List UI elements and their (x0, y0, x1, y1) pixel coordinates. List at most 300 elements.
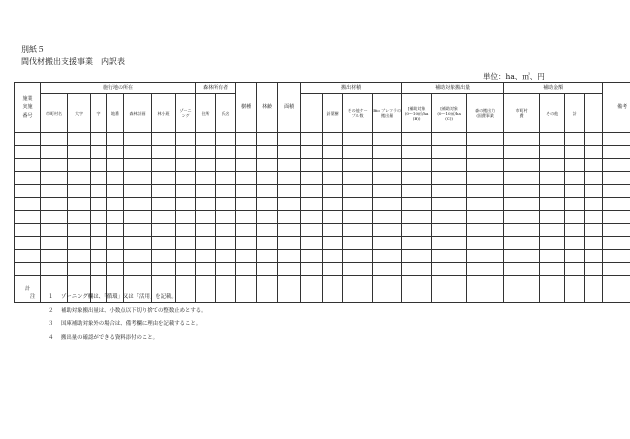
table-cell (343, 250, 373, 263)
table-cell (323, 224, 343, 237)
table-cell (343, 224, 373, 237)
table-cell (41, 263, 68, 276)
table-cell (176, 263, 196, 276)
table-cell (432, 172, 467, 185)
table-cell (41, 198, 68, 211)
table-cell (91, 198, 107, 211)
table-cell (124, 185, 152, 198)
note-item (30, 333, 207, 347)
table-cell (540, 185, 565, 198)
table-cell (504, 211, 540, 224)
table-cell (432, 237, 467, 250)
table-cell (504, 237, 540, 250)
table-cell (565, 198, 585, 211)
header-forest-plan: 森林計画 (124, 94, 152, 133)
table-cell (402, 224, 432, 237)
total-cell (236, 276, 257, 303)
table-cell (15, 198, 41, 211)
table-cell (373, 159, 402, 172)
total-cell (432, 276, 467, 303)
header-zoning: ゾーニ ング (176, 94, 196, 133)
table-cell (41, 250, 68, 263)
total-cell (216, 276, 236, 303)
note-number: ４ (48, 334, 54, 341)
table-cell (68, 185, 91, 198)
table-cell (603, 211, 630, 224)
table-cell (236, 198, 257, 211)
table-cell (152, 198, 176, 211)
header-species: 樹種 (236, 83, 257, 133)
table-cell (565, 237, 585, 250)
table-cell (236, 159, 257, 172)
table-cell (216, 237, 236, 250)
table-cell (301, 198, 323, 211)
table-cell (432, 133, 467, 146)
table-cell (176, 237, 196, 250)
table-cell (301, 237, 323, 250)
table-cell (152, 224, 176, 237)
table-cell (540, 211, 565, 224)
table-cell (91, 250, 107, 263)
table-cell (257, 263, 278, 276)
table-cell (216, 146, 236, 159)
table-cell (152, 263, 176, 276)
table-row (15, 172, 630, 185)
table-cell (323, 133, 343, 146)
table-cell (540, 263, 565, 276)
note-item (30, 292, 207, 306)
note-text: 搬出量の確認ができる資料添付のこと。 (61, 334, 159, 341)
header-name: 氏名 (216, 94, 236, 133)
total-cell (278, 276, 301, 303)
header-subsidy-amount: 補助金額 (504, 83, 603, 94)
table-cell (343, 146, 373, 159)
unit-label: 単位：ha、㎥、円 (483, 72, 545, 81)
table-cell (68, 172, 91, 185)
table-row (15, 198, 630, 211)
table-cell (402, 172, 432, 185)
table-cell (278, 250, 301, 263)
table-cell (124, 263, 152, 276)
table-cell (15, 172, 41, 185)
table-row (15, 185, 630, 198)
table-cell (196, 159, 216, 172)
table-cell (91, 185, 107, 198)
note-number: １ (48, 294, 54, 300)
table-cell (402, 198, 432, 211)
table-cell (565, 250, 585, 263)
table-row (15, 211, 630, 224)
header-aza: 字 (91, 94, 107, 133)
table-cell (565, 146, 585, 159)
total-cell (540, 276, 565, 303)
table-cell (585, 146, 603, 159)
table-cell (301, 211, 323, 224)
table-cell (236, 146, 257, 159)
table-cell (41, 224, 68, 237)
table-cell (107, 211, 124, 224)
header-area: 面積 (278, 83, 301, 133)
table-cell (565, 159, 585, 172)
table-cell (152, 185, 176, 198)
header-volume: 搬出材積 (301, 83, 402, 94)
table-cell (343, 211, 373, 224)
table-cell (323, 263, 343, 276)
header-volume-a (301, 94, 323, 133)
table-cell (15, 185, 41, 198)
table-cell (68, 250, 91, 263)
note-text: 国庫補助対象外の場合は、備考欄に理由を記載すること。 (61, 321, 202, 327)
table-cell (343, 159, 373, 172)
table-cell (176, 133, 196, 146)
table-row (15, 263, 630, 276)
table-cell (343, 172, 373, 185)
table-cell (585, 224, 603, 237)
note-number: ２ (48, 307, 54, 314)
table-cell (432, 224, 467, 237)
table-cell (107, 224, 124, 237)
table-cell (68, 237, 91, 250)
table-cell (91, 224, 107, 237)
table-cell (585, 185, 603, 198)
table-cell (15, 159, 41, 172)
table-cell (107, 185, 124, 198)
table-cell (216, 211, 236, 224)
table-cell (301, 159, 323, 172)
table-cell (540, 237, 565, 250)
table-cell (196, 146, 216, 159)
table-cell (15, 211, 41, 224)
table-cell (504, 185, 540, 198)
header-compartment: 林小班 (152, 94, 176, 133)
table-cell (585, 263, 603, 276)
table-cell (152, 133, 176, 146)
table-cell (236, 263, 257, 276)
table-cell (540, 250, 565, 263)
note-item (30, 306, 207, 320)
table-cell (301, 133, 323, 146)
table-cell (124, 250, 152, 263)
table-cell (603, 237, 630, 250)
table-cell (196, 237, 216, 250)
table-cell (196, 198, 216, 211)
table-cell (301, 263, 323, 276)
table-cell (323, 172, 343, 185)
table-cell (603, 263, 630, 276)
note-item (30, 319, 207, 333)
table-cell (257, 211, 278, 224)
total-cell (585, 276, 603, 303)
table-cell (41, 185, 68, 198)
table-cell (432, 263, 467, 276)
table-row (15, 237, 630, 250)
table-cell (91, 133, 107, 146)
total-cell (402, 276, 432, 303)
table-cell (585, 159, 603, 172)
table-cell (107, 172, 124, 185)
table-cell (236, 133, 257, 146)
total-cell (257, 276, 278, 303)
table-cell (68, 133, 91, 146)
table-row (15, 146, 630, 159)
table-cell (278, 172, 301, 185)
table-cell (91, 146, 107, 159)
table-cell (124, 159, 152, 172)
attachment-label: 別紙５ (21, 45, 45, 54)
table-cell (41, 146, 68, 159)
table-cell (216, 224, 236, 237)
total-cell (565, 276, 585, 303)
table-cell (504, 224, 540, 237)
table-cell (124, 146, 152, 159)
table-cell (603, 146, 630, 159)
table-cell (565, 133, 585, 146)
table-cell (323, 211, 343, 224)
table-cell (257, 146, 278, 159)
table-cell (91, 237, 107, 250)
table-cell (301, 185, 323, 198)
table-cell (373, 224, 402, 237)
table-cell (107, 250, 124, 263)
header-owner: 森林所有者 (196, 83, 236, 94)
table-cell (68, 159, 91, 172)
table-cell (236, 250, 257, 263)
table-cell (504, 198, 540, 211)
table-cell (68, 211, 91, 224)
table-cell (107, 198, 124, 211)
table-cell (301, 224, 323, 237)
table-cell (603, 198, 630, 211)
table-cell (343, 198, 373, 211)
table-cell (15, 146, 41, 159)
breakdown-table (14, 82, 630, 303)
table-cell (41, 159, 68, 172)
header-row-1 (15, 83, 630, 94)
table-cell (68, 198, 91, 211)
table-cell (603, 172, 630, 185)
table-cell (257, 185, 278, 198)
table-cell (565, 263, 585, 276)
header-row-2 (15, 94, 630, 133)
table-cell (15, 250, 41, 263)
table-cell (278, 211, 301, 224)
table-cell (41, 211, 68, 224)
table-cell (278, 146, 301, 159)
table-cell (257, 224, 278, 237)
table-cell (15, 237, 41, 250)
total-label: 計 (15, 276, 41, 303)
table-cell (540, 159, 565, 172)
table-cell (603, 250, 630, 263)
table-cell (467, 237, 504, 250)
table-cell (432, 198, 467, 211)
table-cell (176, 250, 196, 263)
table-cell (107, 133, 124, 146)
table-cell (236, 185, 257, 198)
table-cell (152, 250, 176, 263)
table-cell (467, 224, 504, 237)
table-cell (278, 133, 301, 146)
table-cell (603, 224, 630, 237)
header-chiban: 地番 (107, 94, 124, 133)
table-cell (373, 146, 402, 159)
header-oaza: 大字 (68, 94, 91, 133)
table-cell (402, 250, 432, 263)
total-cell (343, 276, 373, 303)
table-cell (124, 198, 152, 211)
table-cell (467, 159, 504, 172)
table-cell (91, 263, 107, 276)
table-cell (432, 146, 467, 159)
table-cell (216, 198, 236, 211)
header-id: 施業 実施 番号 (15, 83, 41, 133)
table-cell (373, 263, 402, 276)
table-cell (176, 172, 196, 185)
note-number: ３ (48, 321, 54, 327)
notes-heading: 注 (30, 294, 36, 300)
table-cell (236, 211, 257, 224)
header-amount-national: 森の搬出力 (国費事業 (467, 94, 504, 133)
table-cell (68, 263, 91, 276)
table-cell (152, 211, 176, 224)
table-cell (565, 185, 585, 198)
table-cell (152, 237, 176, 250)
table-cell (504, 146, 540, 159)
table-cell (504, 133, 540, 146)
table-cell (432, 185, 467, 198)
table-cell (91, 211, 107, 224)
table-cell (402, 237, 432, 250)
table-cell (278, 159, 301, 172)
table-row (15, 133, 630, 146)
table-cell (402, 211, 432, 224)
table-cell (91, 159, 107, 172)
table-cell (504, 172, 540, 185)
table-cell (15, 133, 41, 146)
table-cell (278, 263, 301, 276)
table-cell (257, 237, 278, 250)
table-cell (41, 133, 68, 146)
table-cell (323, 198, 343, 211)
table-cell (585, 198, 603, 211)
table-cell (257, 159, 278, 172)
total-cell (301, 276, 323, 303)
table-cell (323, 237, 343, 250)
table-cell (278, 198, 301, 211)
header-volume-other: その他ケー プル数 (343, 94, 373, 133)
table-cell (107, 146, 124, 159)
table-cell (540, 198, 565, 211)
table-cell (176, 211, 196, 224)
table-cell (603, 185, 630, 198)
table-cell (373, 237, 402, 250)
table-cell (257, 133, 278, 146)
header-address: 住所 (196, 94, 216, 133)
table-cell (343, 185, 373, 198)
header-location: 施行地の所在 (41, 83, 196, 94)
header-subsidy-volume: 補助対象搬出量 (402, 83, 504, 94)
table-cell (467, 263, 504, 276)
table-cell (107, 237, 124, 250)
table-cell (68, 146, 91, 159)
table-cell (152, 146, 176, 159)
table-cell (257, 198, 278, 211)
table-cell (152, 159, 176, 172)
table-cell (467, 133, 504, 146)
header-amount-total: 計 (565, 94, 585, 133)
table-cell (373, 250, 402, 263)
table-cell (68, 224, 91, 237)
table-cell (278, 185, 301, 198)
table-cell (216, 250, 236, 263)
table-cell (301, 172, 323, 185)
table-cell (278, 237, 301, 250)
table-cell (467, 211, 504, 224)
table-cell (565, 211, 585, 224)
table-cell (323, 185, 343, 198)
table-cell (540, 172, 565, 185)
table-cell (603, 133, 630, 146)
table-cell (107, 159, 124, 172)
table-cell (196, 185, 216, 198)
table-cell (467, 198, 504, 211)
table-cell (343, 237, 373, 250)
table-cell (323, 159, 343, 172)
table-cell (176, 146, 196, 159)
table-cell (196, 133, 216, 146)
table-cell (373, 211, 402, 224)
table-cell (585, 250, 603, 263)
header-amount-prefecture: 市町村 費 (504, 94, 540, 133)
table-cell (540, 133, 565, 146)
table-cell (504, 263, 540, 276)
table-cell (467, 172, 504, 185)
header-volume-breakdown: Bio プレフラの 搬出量 (373, 94, 402, 133)
table-cell (216, 263, 236, 276)
table-cell (402, 133, 432, 146)
table-cell (402, 185, 432, 198)
table-cell (432, 159, 467, 172)
header-subsidy-part: [補助対象 (0～10㎥/ha (C)) (432, 94, 467, 133)
table-cell (373, 133, 402, 146)
total-cell (603, 276, 630, 303)
table-cell (176, 224, 196, 237)
table-cell (216, 172, 236, 185)
table-cell (91, 172, 107, 185)
table-cell (301, 146, 323, 159)
table-cell (176, 185, 196, 198)
table-cell (15, 224, 41, 237)
table-cell (236, 172, 257, 185)
total-cell (467, 276, 504, 303)
table-cell (373, 172, 402, 185)
table-cell (216, 133, 236, 146)
table-cell (323, 250, 343, 263)
table-row (15, 250, 630, 263)
table-cell (107, 263, 124, 276)
header-age: 林齢 (257, 83, 278, 133)
table-cell (373, 185, 402, 198)
table-cell (402, 146, 432, 159)
table-cell (41, 172, 68, 185)
table-cell (196, 172, 216, 185)
table-cell (540, 146, 565, 159)
header-municipality: 市町村名 (41, 94, 68, 133)
table-cell (278, 224, 301, 237)
table-cell (124, 133, 152, 146)
table-cell (216, 185, 236, 198)
table-cell (467, 185, 504, 198)
